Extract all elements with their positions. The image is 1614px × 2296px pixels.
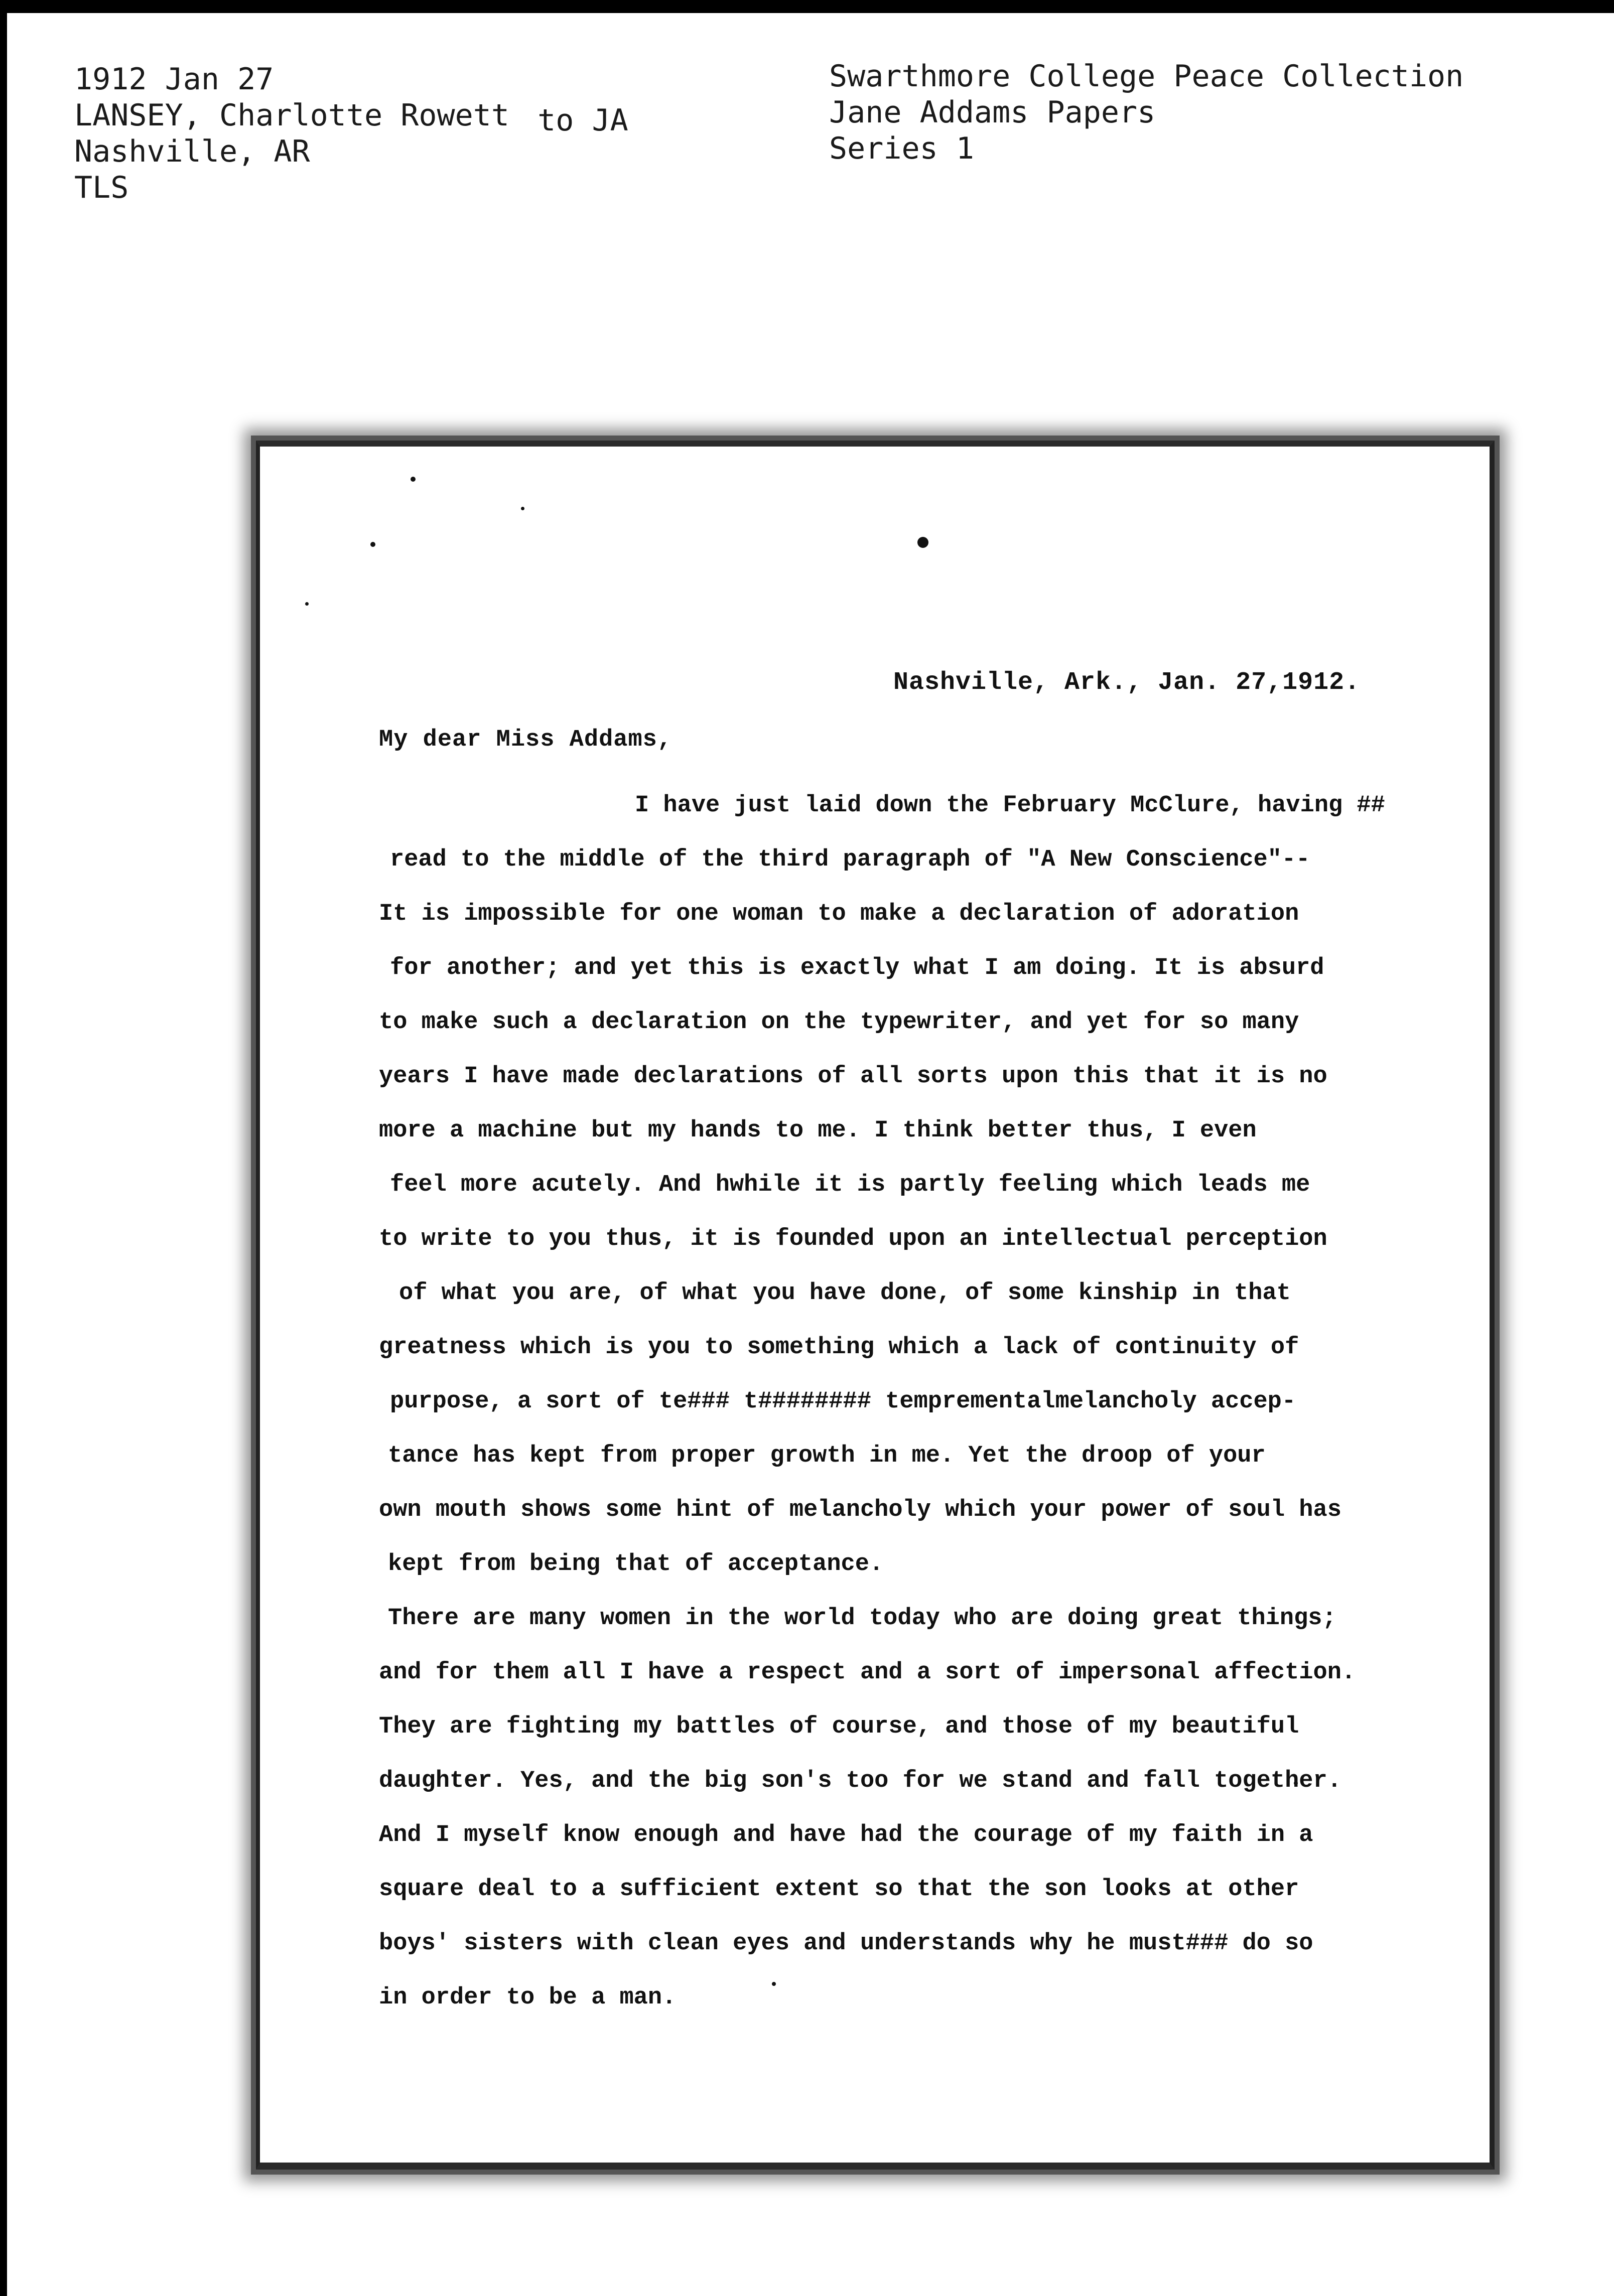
letter-line: boys' sisters with clean eyes and understands why he must### do so (379, 1930, 1313, 1957)
letter-line: daughter. Yes, and the big son's too for we stand and fall together. (379, 1768, 1341, 1794)
letter-line: feel more acutely. And hwhile it is partly feeling which leads me (390, 1172, 1310, 1198)
catalog-doc-type: TLS (74, 170, 129, 205)
letter-line: And I myself know enough and have had the courage of my faith in a (379, 1822, 1313, 1848)
letter-dateline: Nashville, Ark., Jan. 27,1912. (893, 668, 1361, 697)
letter-line: of what you are, of what you have done, of some kinship in that (399, 1280, 1291, 1307)
collection-info (829, 58, 1463, 167)
letter-line: own mouth shows some hint of melancholy which your power of soul has (379, 1497, 1341, 1523)
ink-speck (370, 542, 375, 547)
letter-line: and for them all I have a respect and a sort of impersonal affection. (379, 1659, 1356, 1686)
letter-line: to write to you thus, it is founded upon an intellectual perception (379, 1226, 1327, 1252)
papers-name: Jane Addams Papers (829, 95, 1156, 130)
ink-speck (305, 602, 309, 606)
letter-line: greatness which is you to something which a lack of continuity of (379, 1334, 1299, 1361)
letter-line: There are many women in the world today who are doing great things; (388, 1605, 1336, 1632)
letter-line: It is impossible for one woman to make a declaration of adoration (379, 901, 1299, 927)
catalog-date: 1912 Jan 27 (74, 62, 274, 97)
series-label: Series 1 (829, 131, 974, 166)
scan-border-top (0, 0, 1614, 13)
letter-line: They are fighting my battles of course, and those of my beautiful (379, 1713, 1299, 1740)
letter-body (379, 779, 1385, 2025)
letter-line: to make such a declaration on the typewriter, and yet for so many (379, 1009, 1299, 1036)
letter-line: purpose, a sort of te### t######## temprementalmelancholy accep- (390, 1388, 1296, 1415)
letter-line: square deal to a sufficient extent so that the son looks at other (379, 1876, 1299, 1903)
catalog-author: LANSEY, Charlotte Rowett to JA (74, 98, 628, 138)
catalog-recipient: to JA (537, 103, 628, 138)
letter-line: I have just laid down the February McClure, having ## (635, 792, 1385, 819)
letter-line: kept from being that of acceptance. (388, 1551, 884, 1577)
letter-line: tance has kept from proper growth in me. Yet the droop of your (388, 1443, 1266, 1469)
letter-line: years I have made declarations of all sorts upon this that it is no (379, 1063, 1327, 1090)
letter-line: for another; and yet this is exactly what I am doing. It is absurd (390, 955, 1324, 981)
ink-speck (411, 477, 416, 482)
letter-salutation: My dear Miss Addams, (379, 727, 672, 753)
scan-border-left (0, 0, 7, 2296)
letter-line: in order to be a man. (379, 1984, 677, 2011)
ink-speck (917, 537, 928, 548)
letter-line: read to the middle of the third paragraph of "A New Conscience"-- (390, 846, 1310, 873)
letter-line: more a machine but my hands to me. I think better thus, I even (379, 1117, 1257, 1144)
catalog-place: Nashville, AR (74, 134, 310, 169)
catalog-citation (74, 61, 628, 206)
collection-name: Swarthmore College Peace Collection (829, 59, 1464, 94)
ink-speck (521, 507, 524, 510)
